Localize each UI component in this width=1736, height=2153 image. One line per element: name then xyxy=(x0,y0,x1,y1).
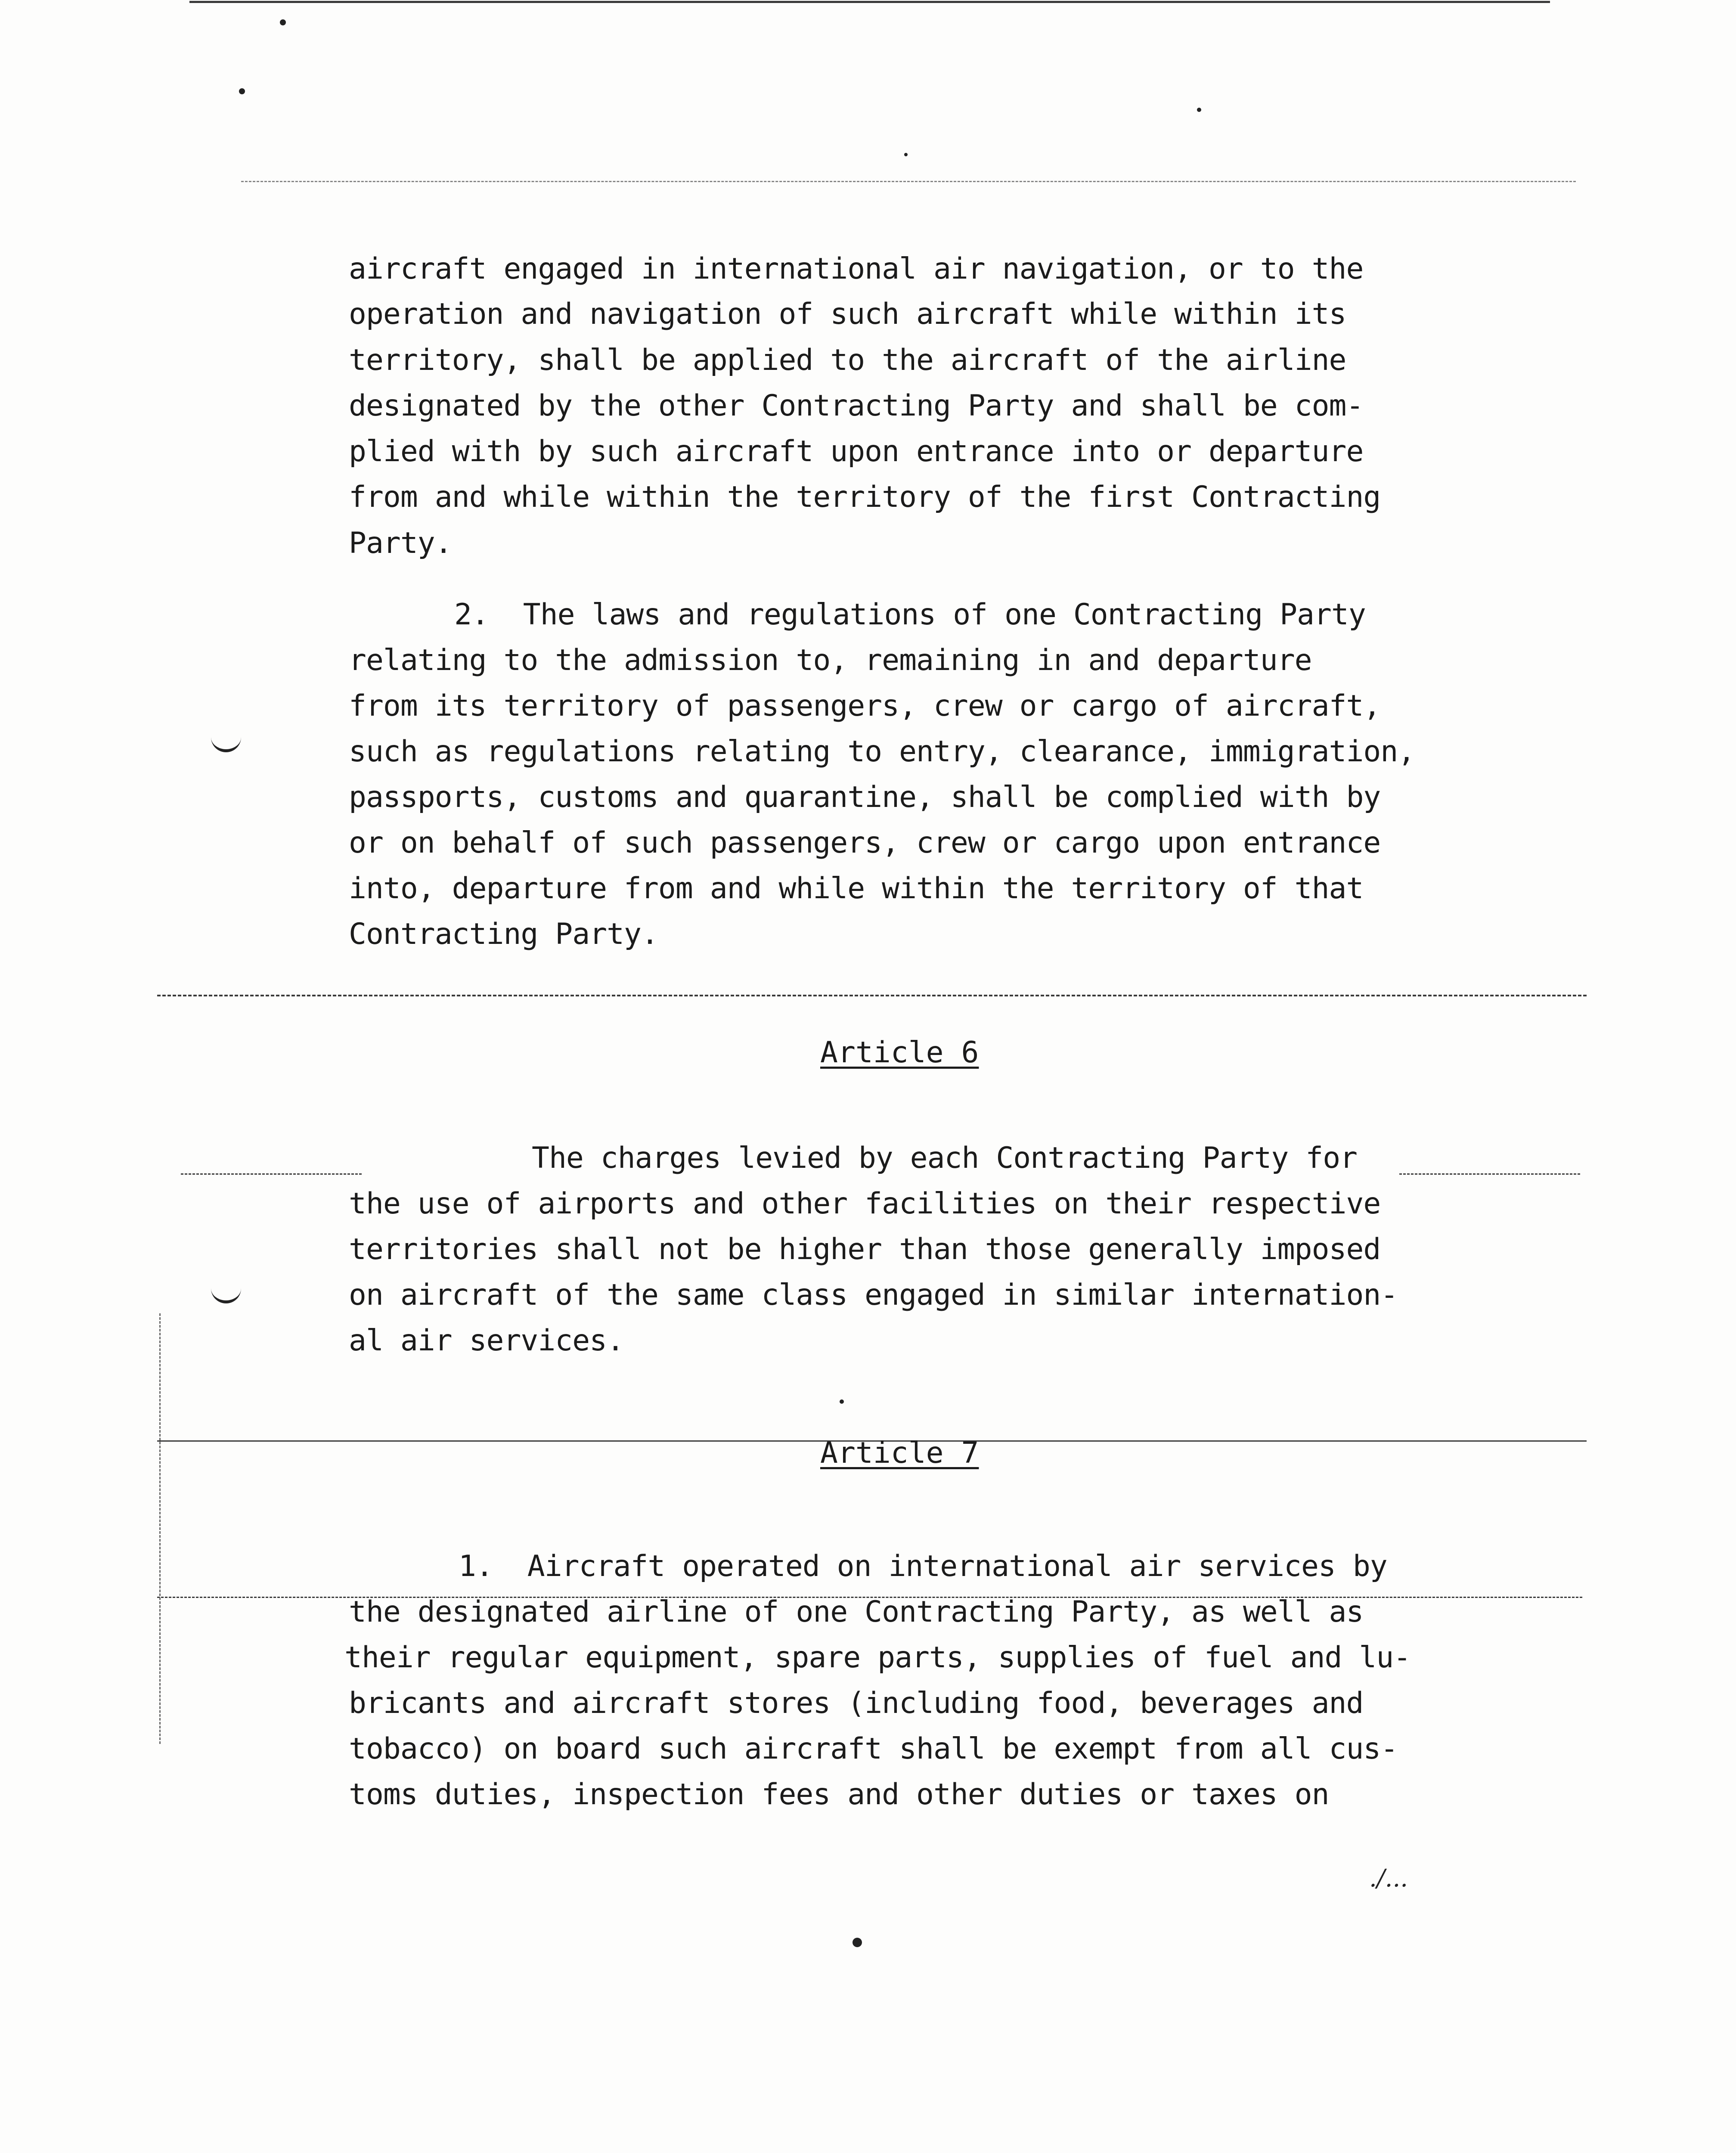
scan-speck xyxy=(280,19,286,25)
scan-speck xyxy=(1197,108,1201,112)
scan-top-rule xyxy=(189,1,1550,3)
continued-line: designated by the other Contracting Party and shall be com- xyxy=(349,389,1364,423)
article-7-line: tobacco) on board such aircraft shall be exempt from all cus- xyxy=(349,1732,1398,1766)
article-7-line: bricants and aircraft stores (including food, beverages and xyxy=(349,1686,1364,1720)
article-6-side-dash xyxy=(1399,1173,1580,1175)
article-7-heading: Article 7 xyxy=(820,1436,979,1470)
paragraph-2-line: relating to the admission to, remaining in and departure xyxy=(349,643,1312,677)
continued-line: operation and navigation of such aircraft while within its xyxy=(349,297,1346,331)
article-7-line: the designated airline of one Contracting Party, as well as xyxy=(349,1595,1364,1629)
scan-speck xyxy=(840,1399,844,1404)
article-6-line: The charges levied by each Contracting Party for xyxy=(532,1141,1358,1175)
paragraph-2-line: from its territory of passengers, crew or cargo of aircraft, xyxy=(349,689,1381,723)
continued-line: plied with by such aircraft upon entrance into or departure xyxy=(349,434,1364,468)
article-6-line: the use of airports and other facilities on their respective xyxy=(349,1187,1381,1221)
section-divider xyxy=(157,995,1587,996)
continuation-mark: ./... xyxy=(1369,1864,1408,1892)
article-6-heading: Article 6 xyxy=(820,1036,979,1070)
article-6-side-dash xyxy=(181,1173,362,1175)
scan-speck xyxy=(904,153,908,156)
paragraph-2-line: Contracting Party. xyxy=(349,917,658,951)
article-7-line: their regular equipment, spare parts, supplies of fuel and lu- xyxy=(344,1641,1411,1675)
article-6-line: territories shall not be higher than those generally imposed xyxy=(349,1232,1381,1266)
section-divider xyxy=(157,1597,1582,1598)
continued-line: from and while within the territory of the first Contracting xyxy=(349,480,1381,514)
article-7-line: toms duties, inspection fees and other duties or taxes on xyxy=(349,1778,1329,1812)
margin-vertical-mark xyxy=(159,1313,161,1744)
article-6-line: al air services. xyxy=(349,1324,624,1358)
article-7-line: 1. Aircraft operated on international air services by xyxy=(459,1549,1387,1583)
scan-speck xyxy=(852,1938,862,1947)
paragraph-2-line: such as regulations relating to entry, clearance, immigration, xyxy=(349,735,1415,769)
continued-line: Party. xyxy=(349,526,452,560)
scan-speck xyxy=(239,88,245,94)
paragraph-2-line: passports, customs and quarantine, shall be complied with by xyxy=(349,780,1381,814)
scan-header-dash-rule xyxy=(241,181,1576,182)
paragraph-2-line: or on behalf of such passengers, crew or cargo upon entrance xyxy=(349,826,1381,860)
margin-bracket-mark xyxy=(211,1283,241,1303)
paragraph-2-line: 2. The laws and regulations of one Contracting Party xyxy=(454,598,1366,632)
continued-line: territory, shall be applied to the aircraft of the airline xyxy=(349,343,1346,377)
article-6-line: on aircraft of the same class engaged in similar internation- xyxy=(349,1278,1398,1312)
continued-line: aircraft engaged in international air navigation, or to the xyxy=(349,252,1364,286)
paragraph-2-line: into, departure from and while within the territory of that xyxy=(349,872,1364,906)
margin-bracket-mark xyxy=(211,732,241,752)
